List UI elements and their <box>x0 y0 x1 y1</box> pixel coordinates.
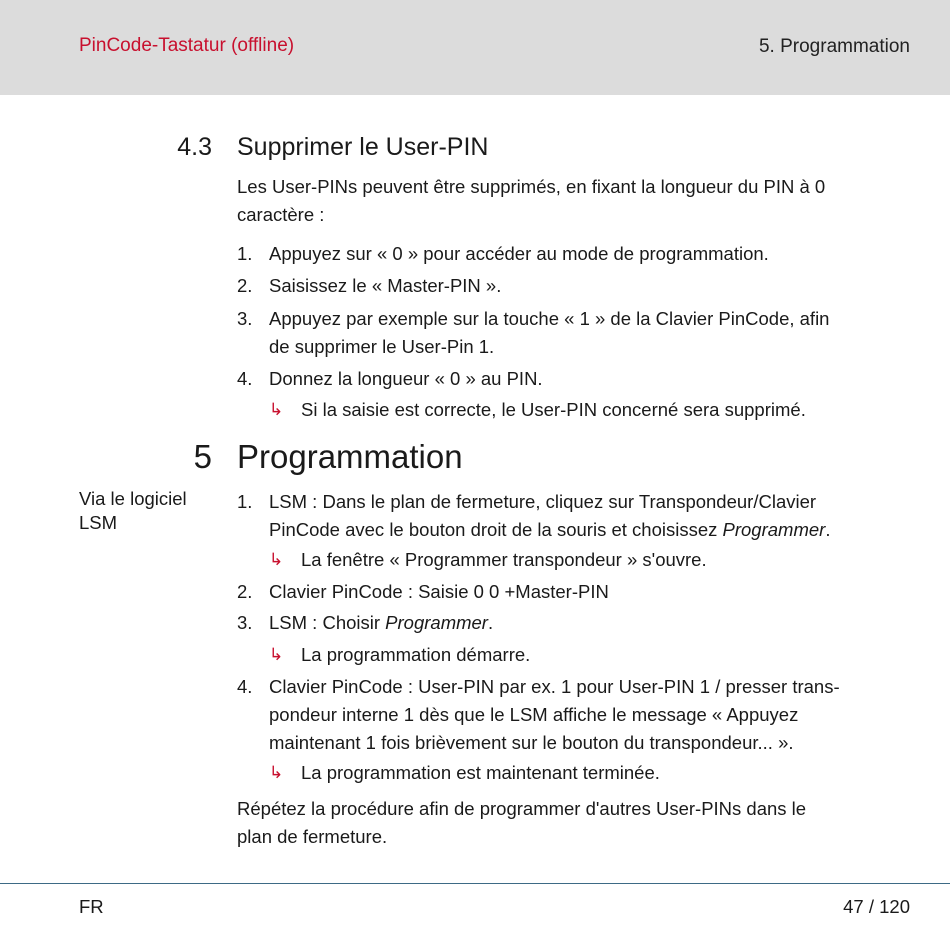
footer-page-number: 47 / 120 <box>843 896 910 917</box>
result-line: ↳ Si la saisie est correcte, le User-PIN concerné sera supprimé. <box>269 396 919 424</box>
section-number-4-3: 4.3 <box>177 133 212 161</box>
result-line: ↳ La fenêtre « Programmer transpondeur » s'ouvre. <box>269 546 919 574</box>
header-product-title: PinCode-Tastatur (offline) <box>79 35 295 56</box>
result-line: ↳ La programmation est maintenant terminée. <box>269 759 919 787</box>
section-title-5: Programmation <box>237 438 463 475</box>
list-item: 2. Clavier PinCode : Saisie 0 0 +Master-PIN <box>237 581 609 602</box>
intro-paragraph: Les User-PINs peuvent être supprimés, en fixant la longueur du PIN à 0 caractère : <box>237 176 826 225</box>
result-arrow-icon: ↳ <box>269 645 284 664</box>
side-label: Via le logiciel LSM <box>79 488 187 533</box>
result-line: ↳ La programmation démarre. <box>269 641 919 669</box>
section-title-4-3: Supprimer le User-PIN <box>237 133 489 161</box>
list-item: 4. Donnez la longueur « 0 » au PIN. <box>237 368 543 389</box>
footer-language: FR <box>79 896 104 917</box>
list-item: 1. Appuyez sur « 0 » pour accéder au mode de programmation. <box>237 243 769 264</box>
list-item: 3. LSM : Choisir Programmer. <box>237 612 494 633</box>
list-item: 3. Appuyez par exemple sur la touche « 1 » de la Clavier PinCode, afin de supprimer le User-Pin 1. <box>237 308 830 357</box>
footer-divider <box>0 883 950 884</box>
section-number-5: 5 <box>193 438 212 475</box>
outro-paragraph: Répétez la procédure afin de programmer d'autres User-PINs dans le plan de fermeture. <box>237 798 807 847</box>
header-chapter-title: 5. Programmation <box>758 36 910 57</box>
list-item: 1. LSM : Dans le plan de fermeture, cliquez sur Transpondeur/Clavier PinCode avec le bouton droit de la souris et choisissez Programmer. <box>237 491 831 540</box>
result-arrow-icon: ↳ <box>269 550 284 569</box>
list-item: 4. Clavier PinCode : User-PIN par ex. 1 pour User-PIN 1 / presser trans- pondeur interne 1 dès que le LSM affiche le message « Appuyez maintenant 1 fois brièvement sur le bouton du transpondeur... ». <box>237 676 840 753</box>
list-item: 2. Saisissez le « Master-PIN ». <box>237 275 502 296</box>
result-arrow-icon: ↳ <box>269 763 284 782</box>
page-header <box>0 0 950 95</box>
result-arrow-icon: ↳ <box>269 400 284 419</box>
